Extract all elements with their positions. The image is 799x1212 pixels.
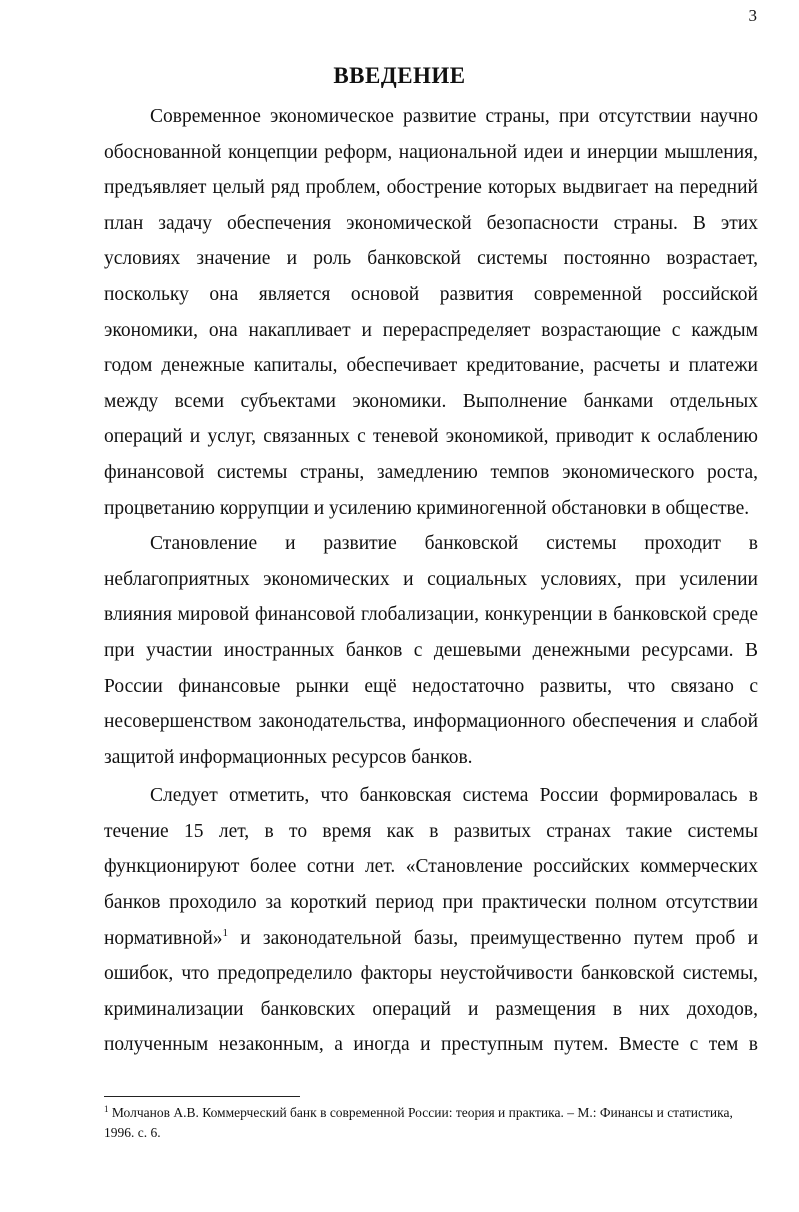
paragraph-2-line: при участии иностранных банков с дешевыми денежными ресурсами. В [104, 639, 758, 661]
footnote-reference[interactable]: 1 [222, 926, 229, 939]
paragraph-1-line: процветанию коррупции и усилению криминогенной обстановки в обществе. [104, 497, 750, 519]
paragraph-1-line: условиях значение и роль банковской системы постоянно возрастает, [104, 248, 758, 270]
paragraph-1-line: операций и услуг, связанных с теневой экономикой, приводит к ослаблению [104, 426, 758, 448]
body-text [104, 99, 758, 1063]
paragraph-3-line: функционируют более сотни лет. «Становление российских коммерческих [104, 856, 758, 878]
paragraph-1-line: предъявляет целый ряд проблем, обострение которых выдвигает на передний [104, 177, 758, 199]
paragraph-3-line: течение 15 лет, в то время как в развитых странах такие системы [104, 820, 758, 842]
paragraph-3-line: криминализации банковских операций и размещения в них доходов, [104, 998, 758, 1020]
paragraph-2-line: влияния мировой финансовой глобализации, конкуренции в банковской среде [104, 604, 758, 626]
page-title: ВВЕДЕНИЕ [333, 63, 466, 88]
footnote-marker: 1 [104, 1104, 109, 1114]
paragraph-3-line: Следует отметить, что банковская система России формировалась в [150, 785, 758, 807]
page-number: 3 [748, 6, 757, 25]
footnote-divider [104, 1096, 300, 1097]
paragraph-2-line: России финансовые рынки ещё недостаточно развиты, что связано с [104, 675, 758, 697]
paragraph-3-line: банков проходило за короткий период при практически полном отсутствии [104, 892, 758, 914]
footnote-line-2: 1996. с. 6. [104, 1125, 161, 1140]
footnote [104, 1103, 764, 1143]
paragraph-3-line: полученным незаконным, а иногда и преступным путем. Вместе с тем в [104, 1034, 758, 1056]
paragraph-1-line: годом денежные капиталы, обеспечивает кредитование, расчеты и платежи [104, 355, 758, 377]
paragraph-3-line-with-footnote [104, 921, 758, 957]
paragraph-1-line: обоснованной концепции реформ, национальной идеи и инерции мышления, [104, 141, 758, 163]
paragraph-2-line: защитой информационных ресурсов банков. [104, 746, 473, 768]
paragraph-1-line: между всеми субъектами экономики. Выполнение банками отдельных [104, 390, 758, 412]
paragraph-2-line: Становление и развитие банковской системы проходит в [150, 533, 758, 555]
paragraph-1-line: экономики, она накапливает и перераспределяет возрастающие с каждым [104, 319, 758, 341]
paragraph-1-line: финансовой системы страны, замедлению темпов экономического роста, [104, 461, 758, 483]
paragraph-3-line: ошибок, что предопределило факторы неустойчивости банковской системы, [104, 963, 758, 985]
paragraph-1-line: Современное экономическое развитие страны, при отсутствии научно [150, 106, 758, 127]
paragraph-1-line: план задачу обеспечения экономической безопасности страны. В этих [104, 212, 758, 234]
footnote-text: Молчанов А.В. Коммерческий банк в современной России: теория и практика. – М.: Финансы и статистика, [111, 1105, 733, 1120]
paragraph-1-line: поскольку она является основой развития современной российской [104, 283, 758, 305]
paragraph-2-line: неблагоприятных экономических и социальных условиях, при усилении [104, 568, 758, 590]
footnote-line-1 [104, 1103, 764, 1123]
line-continuation: и законодательной базы, преимущественно путем проб и [240, 927, 758, 949]
quote-end: нормативной» [104, 927, 223, 949]
paragraph-2-line: несовершенством законодательства, информационного обеспечения и слабой [104, 711, 758, 733]
